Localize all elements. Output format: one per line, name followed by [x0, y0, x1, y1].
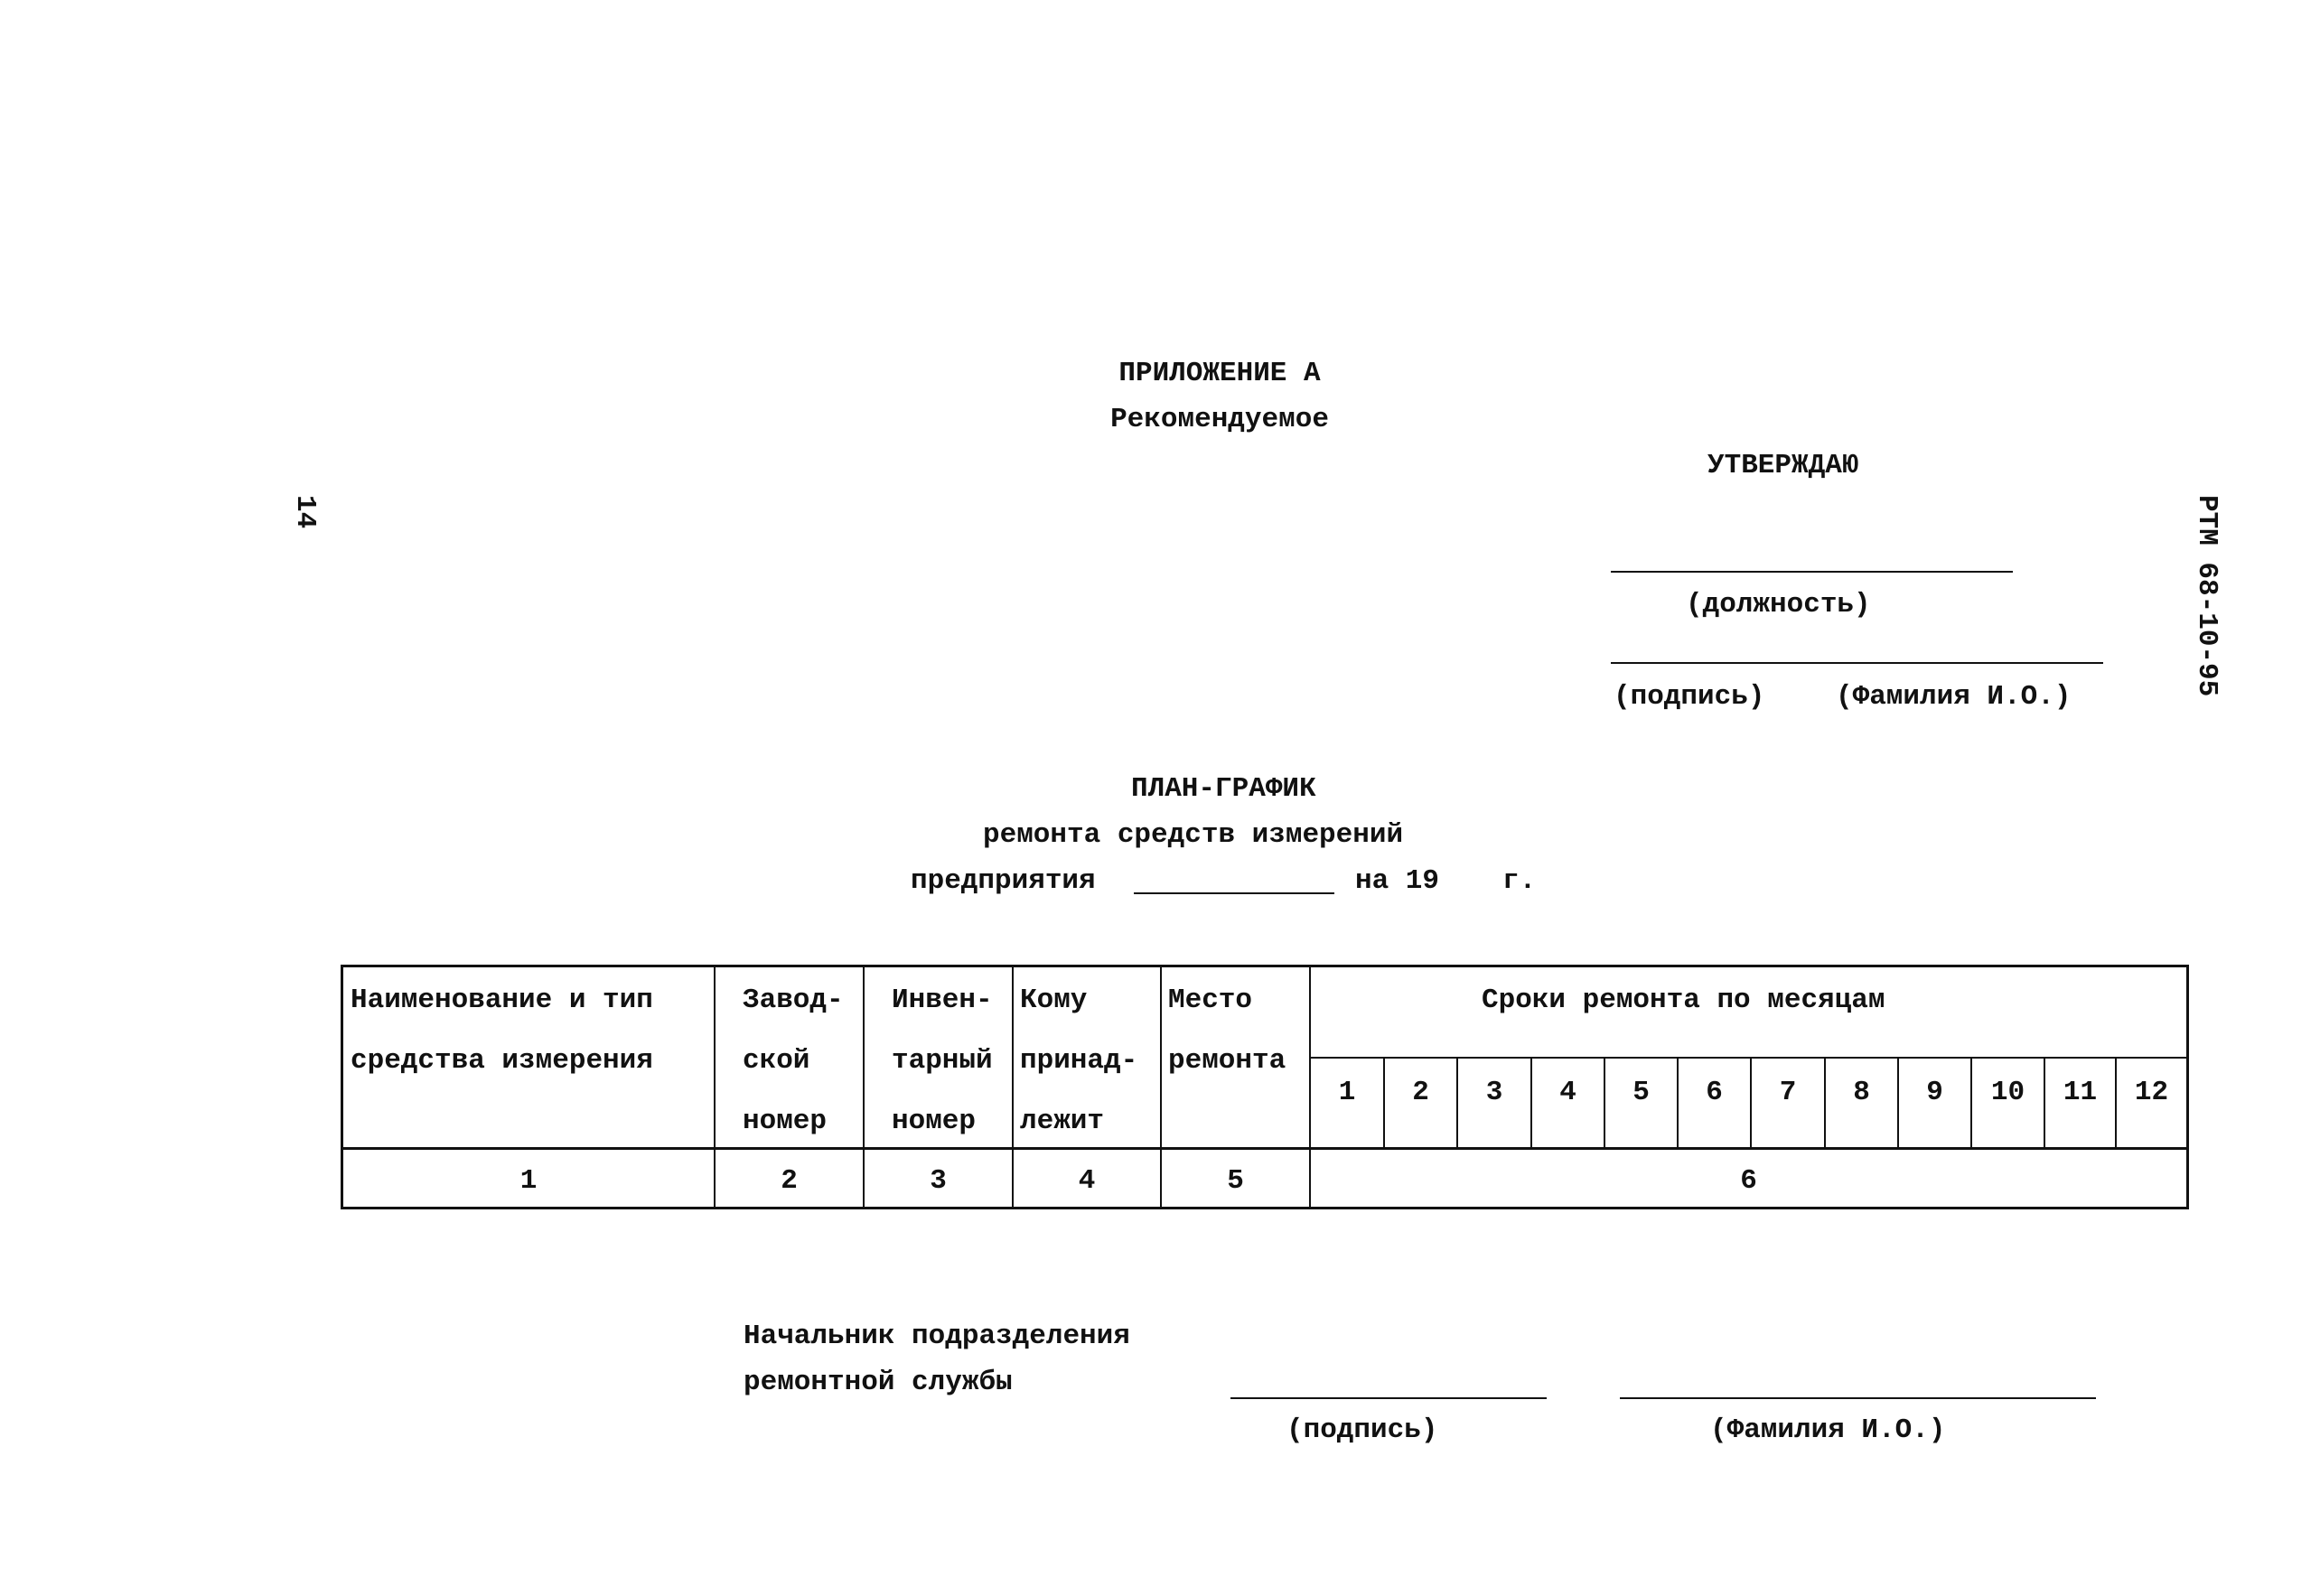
- header-owner: принад-: [1020, 1045, 1138, 1077]
- appendix-title: ПРИЛОЖЕНИЕ А: [1118, 358, 1321, 389]
- header-owner: лежит: [1020, 1106, 1105, 1137]
- approval-signature-caption: (подпись): [1614, 681, 1765, 713]
- document-code: РТМ 68-10-95: [2191, 495, 2222, 697]
- approval-name-caption: (Фамилия И.О.): [1836, 681, 2072, 713]
- header-factory-number: ской: [743, 1045, 810, 1077]
- position-caption: (должность): [1686, 589, 1871, 621]
- footer-name-caption: (Фамилия И.О.): [1710, 1414, 1946, 1446]
- month-number: 4: [1559, 1077, 1576, 1108]
- plan-subtitle: ремонта средств измерений: [983, 819, 1404, 851]
- month-number: 10: [1990, 1077, 2025, 1108]
- header-factory-number: номер: [743, 1106, 828, 1137]
- column-number: 3: [930, 1165, 947, 1197]
- month-number: 1: [1338, 1077, 1356, 1108]
- position-line: [1611, 571, 2013, 573]
- footer-signature-caption: (подпись): [1286, 1414, 1438, 1446]
- header-inventory-number: Инвен-: [892, 985, 993, 1016]
- month-number: 3: [1485, 1077, 1503, 1108]
- month-number: 11: [2063, 1077, 2098, 1108]
- plan-title: ПЛАН-ГРАФИК: [1131, 773, 1316, 805]
- column-number: 2: [781, 1165, 798, 1197]
- footer-role: ремонтной службы: [744, 1367, 1013, 1398]
- month-number: 2: [1412, 1077, 1429, 1108]
- plan-year-label: на 19: [1355, 865, 1440, 897]
- header-repair-place: ремонта: [1168, 1045, 1286, 1077]
- header-name-type: средства измерения: [351, 1045, 653, 1077]
- month-number: 5: [1632, 1077, 1650, 1108]
- appendix-subtitle: Рекомендуемое: [1110, 404, 1329, 435]
- column-number: 4: [1078, 1165, 1096, 1197]
- month-number: 12: [2134, 1077, 2169, 1108]
- month-number: 6: [1706, 1077, 1723, 1108]
- month-number: 9: [1926, 1077, 1943, 1108]
- column-number: 1: [519, 1165, 538, 1197]
- header-factory-number: Завод-: [743, 985, 844, 1016]
- month-number: 7: [1779, 1077, 1797, 1108]
- footer-name-line: [1620, 1397, 2096, 1399]
- footer-signature-line: [1230, 1397, 1547, 1399]
- column-number: 5: [1227, 1165, 1244, 1197]
- approval-heading: УТВЕРЖДАЮ: [1707, 450, 1859, 481]
- header-inventory-number: номер: [892, 1106, 977, 1137]
- header-name-type: Наименование и тип: [351, 985, 653, 1016]
- footer-role: Начальник подразделения: [744, 1321, 1130, 1352]
- enterprise-blank-line: [1134, 892, 1334, 894]
- plan-year-suffix: г.: [1502, 865, 1537, 897]
- column-number: 6: [1740, 1165, 1757, 1197]
- month-number: 8: [1853, 1077, 1870, 1108]
- plan-enterprise-label: предприятия: [911, 865, 1096, 897]
- header-inventory-number: тарный: [892, 1045, 993, 1077]
- signature-name-line: [1611, 662, 2103, 664]
- page-number: 14: [289, 495, 321, 529]
- header-repair-terms: Сроки ремонта по месяцам: [1482, 985, 1885, 1016]
- header-owner: Кому: [1020, 985, 1088, 1016]
- header-repair-place: Место: [1168, 985, 1253, 1016]
